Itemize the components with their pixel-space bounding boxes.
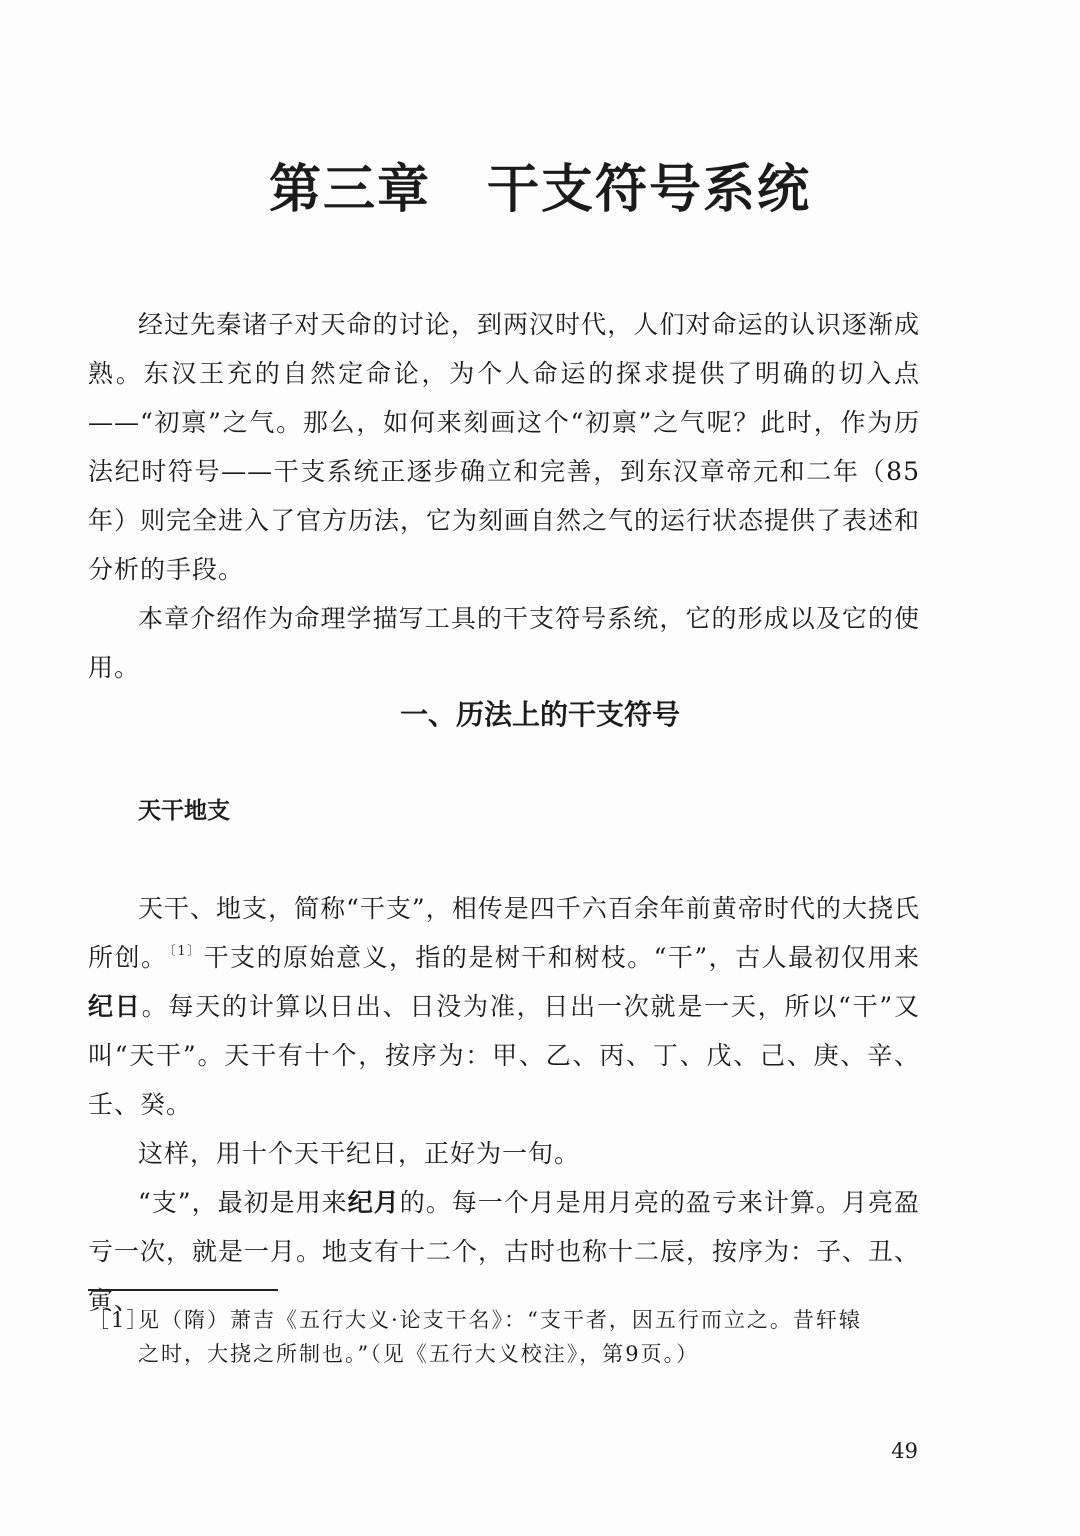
intro-paragraph-1: 经过先秦诸子对天命的讨论，到两汉时代，人们对命运的认识逐渐成熟。东汉王充的自然定命论，为个人命运的探求提供了明确的切入点——“初禀”之气。那么，如何来刻画这个“初禀”之气呢？此时，作为历法纪时符号——干支系统正逐步确立和完善，到东汉章帝元和二年（85年）则完全进入了官方历法，它为刻画自然之气的运行状态提供了表述和分析的手段。 [88,310,921,584]
body-p1-bold: 纪日 [88,992,142,1021]
chapter-label: 第三章 [268,159,431,220]
footnote-mark: ［1］ [88,1308,150,1332]
body-p1-part-b: 干支的原始意义，指的是树干和树枝。“干”，古人最初仅用来 [203,943,920,972]
footnote-divider [88,1289,278,1291]
section-title: 一、历法上的干支符号 [399,698,680,731]
body-p3-part-a: “支”，最初是用来 [138,1188,348,1217]
footnote [88,1303,920,1371]
body-paragraph-2: 这样，用十个天干纪日，正好为一旬。 [138,1139,581,1168]
subsection-title: 天干地支 [138,798,230,824]
body-p3-part-b: 的。每一个月是用月亮的盈亏来计算。月亮盈亏一次，就是一月。地支有十二个，古时也称十二辰，按序为：子、丑、寅、 [88,1188,921,1315]
intro-text [88,300,920,692]
footnote-reference[interactable]: 〔1〕 [169,944,202,959]
footnote-line-1: 见（隋）萧吉《五行大义·论支干名》：“支干者，因五行而立之。昔轩辕 [138,1308,862,1332]
footnote-line-2: 之时，大挠之所制也。”（见《五行大义校注》，第9页。） [138,1342,700,1366]
body-paragraph-1 [88,884,920,1129]
body-p1-part-c: 。每天的计算以日出、日没为准，日出一次就是一天，所以“干”又叫“天干”。天干有十个，按序为：甲、乙、丙、丁、戊、己、庚、辛、壬、癸。 [88,992,920,1119]
body-p1-part-a: 天干、地支，简称“干支”，相传是四千六百余年前黄帝时代的大挠氏所创。 [88,894,920,972]
intro-paragraph-2: 本章介绍作为命理学描写工具的干支符号系统，它的形成以及它的使用。 [88,604,920,682]
page-number: 49 [891,1439,918,1463]
chapter-name: 干支符号系统 [487,159,812,220]
body-text [88,884,920,1325]
chapter-title [0,150,1080,230]
body-p3-bold: 纪月 [347,1188,400,1217]
